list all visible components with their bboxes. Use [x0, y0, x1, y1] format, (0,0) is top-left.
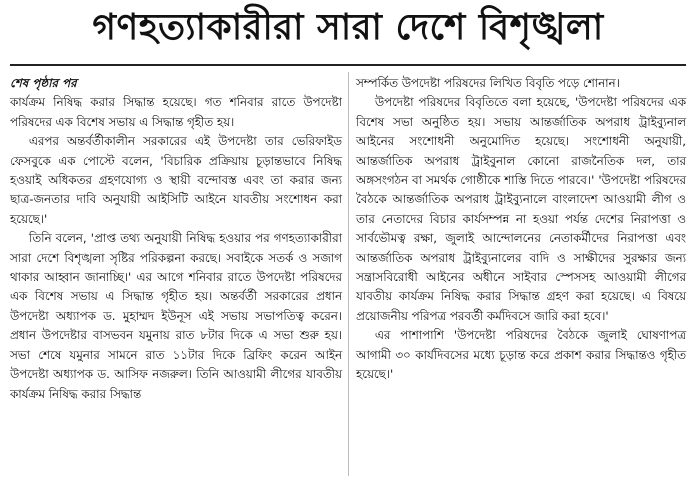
- paragraph: এরপর অন্তর্বর্তীকালীন সরকারের এই উপদেষ্টা তার ভেরিফাইড ফেসবুকে এক পোস্টে বলেন, 'বিচারিক প্রক্রিয়ায় চূড়ান্তভাবে নিষিদ্ধ হওয়াই অধিকতর গ্রহণযোগ্য ও স্থায়ী বন্দোবস্ত এবং তা করার জন্য ছাত্র-জনতার দাবি অনুযায়ী আইসিটি আইনে যাবতীয় সংশোধন করা হয়েছে।': [10, 134, 342, 226]
- paragraph: তিনি বলেন, 'প্রাপ্ত তথ্য অনুযায়ী নিষিদ্ধ হওয়ার পর গণহত্যাকারীরা সারা দেশে বিশৃঙ্খলা সৃষ্টির পরিকল্পনা করছে। সবাইকে সতর্ক ও সজাগ থাকার আহ্বান জানাচ্ছি।' এর আগে শনিবার রাতে উপদেষ্টা পরিষদের এক বিশেষ সভায় এ সিদ্ধান্ত গৃহীত হয়। অন্তর্বর্তী সরকারের প্রধান উপদেষ্টা অধ্যাপক ড. মুহাম্মদ ইউনূস এই সভায় সভাপতিত্ব করেন। প্রধান উপদেষ্টার বাসভবন যমুনায় রাত ৮টার দিকে এ সভা শুরু হয়। সভা শেষে যমুনার সামনে রাত ১১টার দিকে ব্রিফিং করেন আইন উপদেষ্টা অধ্যাপক ড. আসিফ নজরুল। তিনি আওয়ামী লীগের যাবতীয় কার্যক্রম নিষিদ্ধ করার সিদ্ধান্ত: [10, 231, 342, 401]
- left-column: [10, 74, 342, 404]
- headline-rule: [10, 64, 686, 66]
- headline: গণহত্যাকারীরা সারা দেশে বিশৃঙ্খলা: [92, 7, 604, 48]
- paragraph: কার্যক্রম নিষিদ্ধ করার সিদ্ধান্ত হয়েছে। গত শনিবার রাতে উপদেষ্টা পরিষদের এক বিশেষ সভায় এ সিদ্ধান্ত গৃহীত হয়।: [10, 95, 342, 129]
- continued-label: শেষ পৃষ্ঠার পর: [10, 76, 77, 90]
- paragraph: সম্পর্কিত উপদেষ্টা পরিষদের লিখিত বিবৃতি পড়ে শোনান।: [356, 76, 620, 90]
- column-divider: [348, 72, 349, 476]
- right-column: [356, 74, 686, 385]
- paragraph: এর পাশাপাশি 'উপদেষ্টা পরিষদের বৈঠকে জুলাই ঘোষণাপত্র আগামী ৩০ কার্যদিবসের মধ্যে চূড়ান্ত করে প্রকাশ করার সিদ্ধান্তও গৃহীত হয়েছে।': [356, 328, 686, 382]
- paragraph: উপদেষ্টা পরিষদের বিবৃতিতে বলা হয়েছে, 'উপদেষ্টা পরিষদের এক বিশেষ সভা অনুষ্ঠিত হয়। সভায় আন্তর্জাতিক অপরাধ ট্রাইব্যুনাল আইনের সংশোধনী অনুমোদিত হয়েছে। সংশোধনী অনুযায়ী, আন্তর্জাতিক অপরাধ ট্রাইবুনাল কোনো রাজনৈতিক দল, তার অঙ্গসংগঠন বা সমর্থক গোষ্ঠীকে শাস্তি দিতে পারবে।' 'উপদেষ্টা পরিষদের বৈঠকে আন্তর্জাতিক অপরাধ ট্রাইব্যুনালে বাংলাদেশ আওয়ামী লীগ ও তার নেতাদের বিচার কার্যসম্পন্ন না হওয়া পর্যন্ত দেশের নিরাপত্তা ও সার্বভৌমত্ব রক্ষা, জুলাই আন্দোলনের নেতাকর্মীদের নিরাপত্তা এবং আন্তর্জাতিক অপরাধ ট্রাইব্যুনালের বাদি ও সাক্ষীদের সুরক্ষার জন্য সন্ত্রাসবিরোধী আইনের অধীনে সাইবার স্পেসসহ আওয়ামী লীগের যাবতীয় কার্যক্রম নিষিদ্ধ করার সিদ্ধান্ত গ্রহণ করা হয়েছে। এ বিষয়ে প্রয়োজনীয় পরিপত্র পরবর্তী কর্মদিবসে জারি করা হবে।': [356, 95, 686, 323]
